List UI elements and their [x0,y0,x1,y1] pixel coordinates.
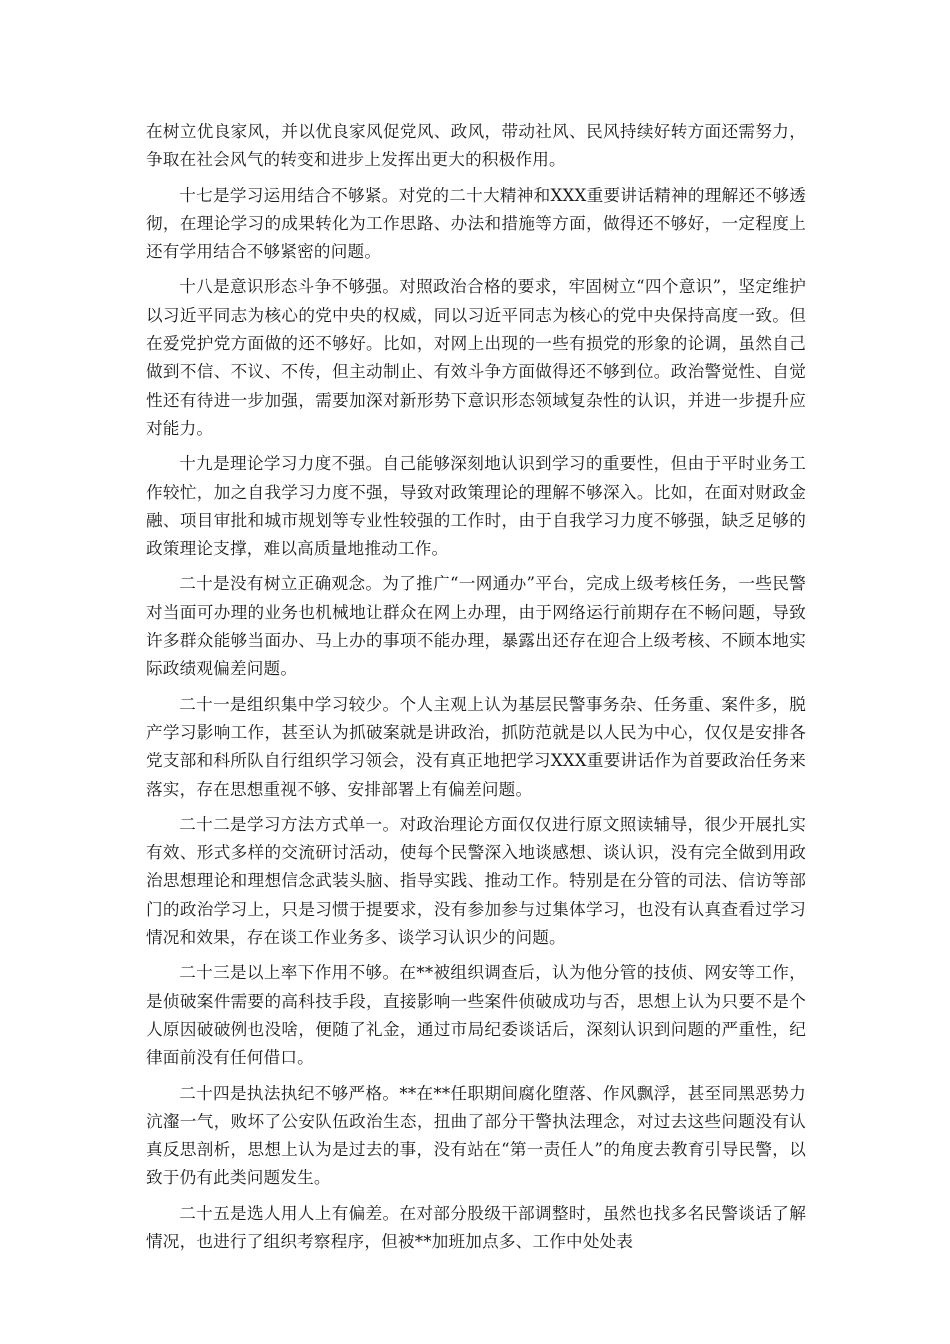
paragraph-8: 二十三是以上率下作用不够。在**被组织调查后，认为他分管的技侦、网安等工作，是侦破案件需要的高科技手段，直接影响一些案件侦破成功与否，思想上认为只要不是个人原因破破例也没啥，便随了礼金，通过市局纪委谈话后，深刻认识到问题的严重性，纪律面前没有任何借口。 [146,963,806,1068]
paragraph-5: 二十是没有树立正确观念。为了推广“一网通办”平台，完成上级考核任务，一些民警对当面可办理的业务也机械地让群众在网上办理，由于网络运行前期存在不畅问题，导致许多群众能够当面办、马上办的事项不能办理，暴露出还存在迎合上级考核、不顾本地实际政绩观偏差问题。 [146,574,806,679]
paragraph-7: 二十二是学习方法方式单一。对政治理论方面仅仅进行原文照读辅导，很少开展扎实有效、形式多样的交流研讨活动，使每个民警深入地谈感想、谈认识，没有完全做到用政治思想理论和理想信念武装头脑、指导实践、推动工作。特别是在分管的司法、信访等部门的政治学习上，只是习惯于提要求，没有参加参与过集体学习，也没有认真查看过学习情况和效果，存在谈工作业务多、谈学习认识少的问题。 [146,814,806,948]
paragraph-10: 二十五是选人用人上有偏差。在对部分股级干部调整时，虽然也找多名民警谈话了解情况，也进行了组织考察程序，但被**加班加点多、工作中处处表 [146,1203,806,1251]
paragraph-9: 二十四是执法执纪不够严格。**在**任职期间腐化堕落、作风飘浮，甚至同黑恶势力沆瀣一气，败坏了公安队伍政治生态，扭曲了部分干警执法理念，对过去这些问题没有认真反思剖析，思想上认为是过去的事，没有站在“第一责任人”的角度去教育引导民警，以致于仍有此类问题发生。 [146,1083,806,1188]
document-page [146,118,806,1263]
paragraph-4: 十九是理论学习力度不强。自己能够深刻地认识到学习的重要性，但由于平时业务工作较忙，加之自我学习力度不强，导致对政策理论的理解不够深入。比如，在面对财政金融、项目审批和城市规划等专业性较强的工作时，由于自我学习力度不够强，缺乏足够的政策理论支撑，难以高质量地推动工作。 [146,454,806,559]
paragraph-2: 十七是学习运用结合不够紧。对党的二十大精神和XXX重要讲话精神的理解还不够透彻，在理论学习的成果转化为工作思路、办法和措施等方面，做得还不够好，一定程度上还有学用结合不够紧密的问题。 [146,185,806,262]
paragraph-6: 二十一是组织集中学习较少。个人主观上认为基层民警事务杂、任务重、案件多，脱产学习影响工作，甚至认为抓破案就是讲政治，抓防范就是以人民为中心，仅仅是安排各党支部和科所队自行组织学习领会，没有真正地把学习XXX重要讲话作为首要政治任务来落实，存在思想重视不够、安排部署上有偏差问题。 [146,694,806,799]
paragraph-1: 在树立优良家风，并以优良家风促党风、政风，带动社风、民风持续好转方面还需努力，争取在社会风气的转变和进步上发挥出更大的积极作用。 [146,122,806,170]
paragraph-3: 十八是意识形态斗争不够强。对照政治合格的要求，牢固树立“四个意识”，坚定维护以习近平同志为核心的党中央的权威，同以习近平同志为核心的党中央保持高度一致。但在爱党护党方面做的还不够好。比如，对网上出现的一些有损党的形象的论调，虽然自己做到不信、不议、不传，但主动制止、有效斗争方面做得还不够到位。政治警觉性、自觉性还有待进一步加强，需要加深对新形势下意识形态领域复杂性的认识，并进一步提升应对能力。 [146,277,806,438]
